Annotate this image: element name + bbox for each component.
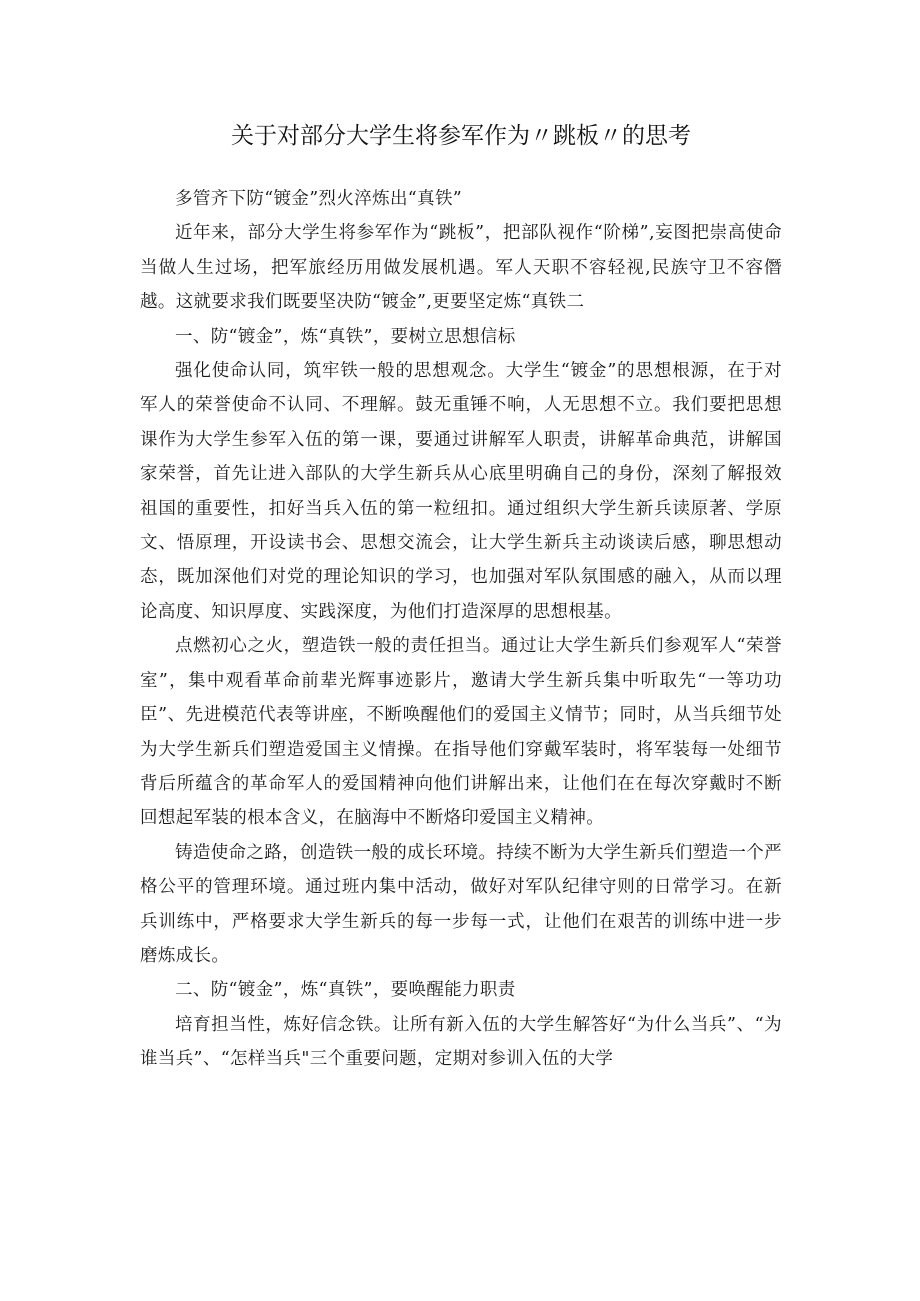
body-paragraph: 点燃初心之火，塑造铁一般的责任担当。通过让大学生新兵们参观军人“荣誉室”，集中观看革命前辈光辉事迹影片，邀请大学生新兵集中听取先“一等功功臣”、先进模范代表等讲座，不断唤醒他们的爱国主义情节；同时，从当兵细节处为大学生新兵们塑造爱国主义情操。在指导他们穿戴军装时，将军装每一处细节背后所蕴含的革命军人的爱国精神向他们讲解出来，让他们在在每次穿戴时不断回想起军装的根本含义，在脑海中不断烙印爱国主义精神。 <box>140 636 782 829</box>
section-heading-1: 一、防“镀金”，炼“真铁”，要树立思想信标 <box>175 326 516 347</box>
section-heading-2: 二、防“镀金”，炼“真铁”，要唤醒能力职责 <box>175 980 516 1001</box>
body-paragraph: 培育担当性，炼好信念铁。让所有新入伍的大学生解答好“为什么当兵”、“为谁当兵”、“怎样当兵"三个重要问题，定期对参训入伍的大学 <box>140 1014 782 1070</box>
body-paragraph: 铸造使命之路，创造铁一般的成长环境。持续不断为大学生新兵们塑造一个严格公平的管理环境。通过班内集中活动，做好对军队纪律守则的日常学习。在新兵训练中，严格要求大学生新兵的每一步每一式，让他们在艰苦的训练中进一步磨炼成长。 <box>140 842 782 966</box>
document-body <box>140 182 782 1077</box>
body-paragraph: 强化使命认同，筑牢铁一般的思想观念。大学生“镀金”的思想根源，在于对军人的荣誉使命不认同、不理解。鼓无重锤不响，人无思想不立。我们要把思想课作为大学生参军入伍的第一课，要通过讲解军人职责，讲解革命典范，讲解国家荣誉，首先让进入部队的大学生新兵从心底里明确自己的身份，深刻了解报效祖国的重要性，扣好当兵入伍的第一粒纽扣。通过组织大学生新兵读原著、学原文、悟原理，开设读书会、思想交流会，让大学生新兵主动谈读后感，聊思想动态，既加深他们对党的理论知识的学习，也加强对军队氛围感的融入，从而以理论高度、知识厚度、实践深度，为他们打造深厚的思想根基。 <box>140 361 782 622</box>
intro-paragraph: 近年来，部分大学生将参军作为“跳板”，把部队视作“阶梯”,妄图把崇高使命当做人生过场，把军旅经历用做发展机遇。军人天职不容轻视,民族守卫不容僭越。这就要求我们既要坚决防“镀金”,更要坚定炼“真铁二 <box>140 223 782 313</box>
subtitle-paragraph: 多管齐下防“镀金”烈火淬炼出“真铁” <box>175 189 463 209</box>
document-title: 关于对部分大学生将参军作为〃跳板〃的思考 <box>231 123 691 149</box>
